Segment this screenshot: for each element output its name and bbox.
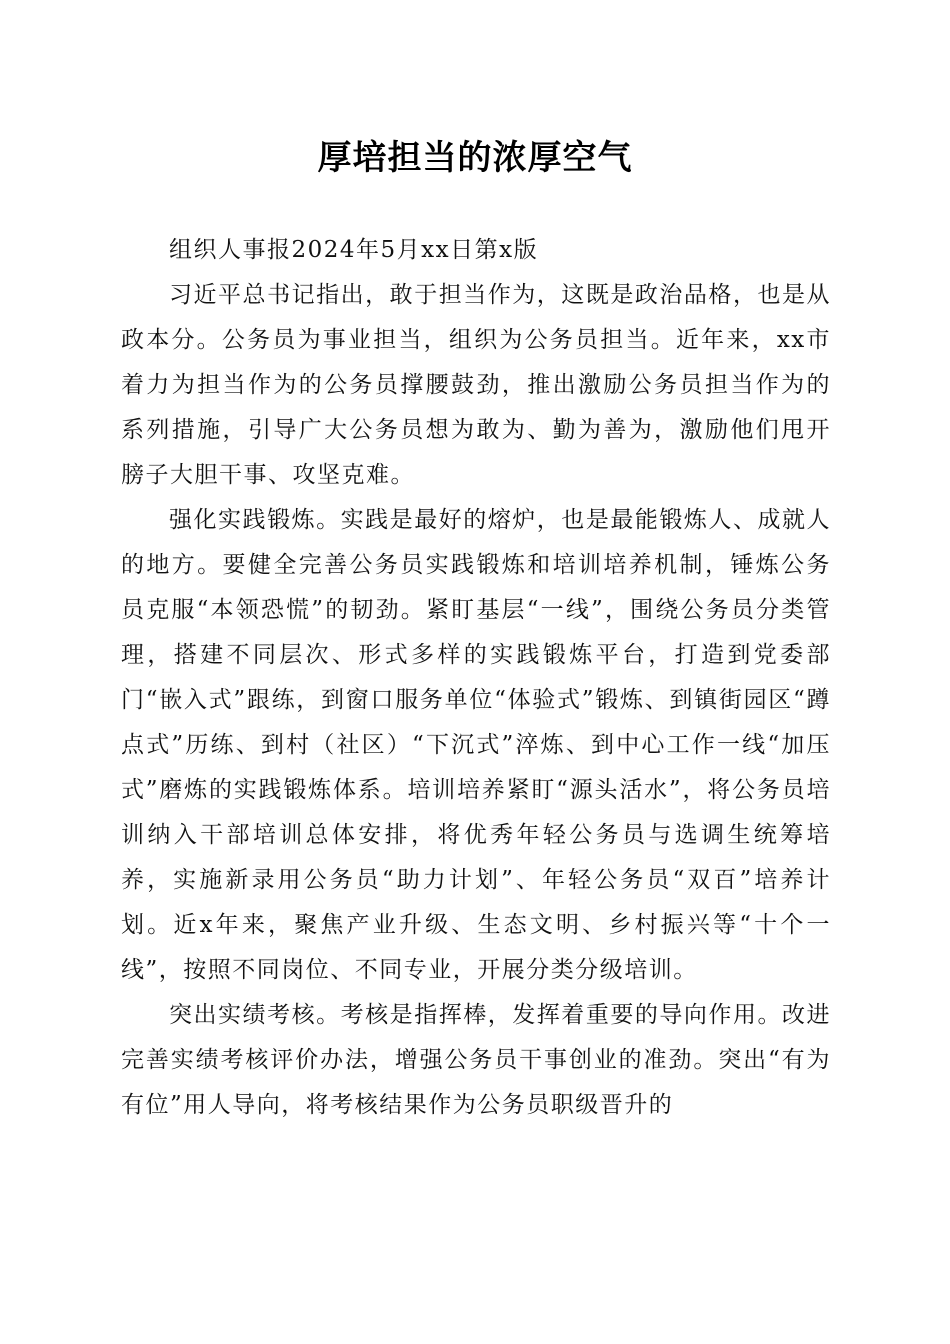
source-line: 组织人事报2024年5月xx日第x版 — [169, 237, 539, 263]
paragraph-performance-assessment: 突出实绩考核。考核是指挥棒，发挥着重要的导向作用。改进完善实绩考核评价办法，增强公务员干事创业的准劲。突出“有为有位”用人导向，将考核结果作为公务员职级晋升的 — [121, 1002, 831, 1118]
paragraph-intro: 习近平总书记指出，敢于担当作为，这既是政治品格，也是从政本分。公务员为事业担当，组织为公务员担当。近年来，xx市着力为担当作为的公务员撑腰鼓劲，推出激励公务员担当作为的系列措施，引导广大公务员想为敢为、勤为善为，激励他们甩开膀子大胆干事、攻坚克难。 — [121, 282, 831, 488]
document-title: 厚培担当的浓厚空气 — [317, 138, 633, 178]
document-body — [121, 228, 831, 1128]
paragraph-practice-training: 强化实践锻炼。实践是最好的熔炉，也是最能锻炼人、成就人的地方。要健全完善公务员实践锻炼和培训培养机制，锤炼公务员克服“本领恐慌”的韧劲。紧盯基层“一线”，围绕公务员分类管理，搭建不同层次、形式多样的实践锻炼平台，打造到党委部门“嵌入式”跟练，到窗口服务单位“体验式”锻炼、到镇街园区“蹲点式”历练、到村（社区）“下沉式”淬炼、到中心工作一线“加压式”磨炼的实践锻炼体系。培训培养紧盯“源头活水”，将公务员培训纳入干部培训总体安排，将优秀年轻公务员与选调生统筹培养，实施新录用公务员“助力计划”、年轻公务员“双百”培养计划。近x年来，聚焦产业升级、生态文明、乡村振兴等“十个一线”，按照不同岗位、不同专业，开展分类分级培训。 — [121, 507, 831, 983]
